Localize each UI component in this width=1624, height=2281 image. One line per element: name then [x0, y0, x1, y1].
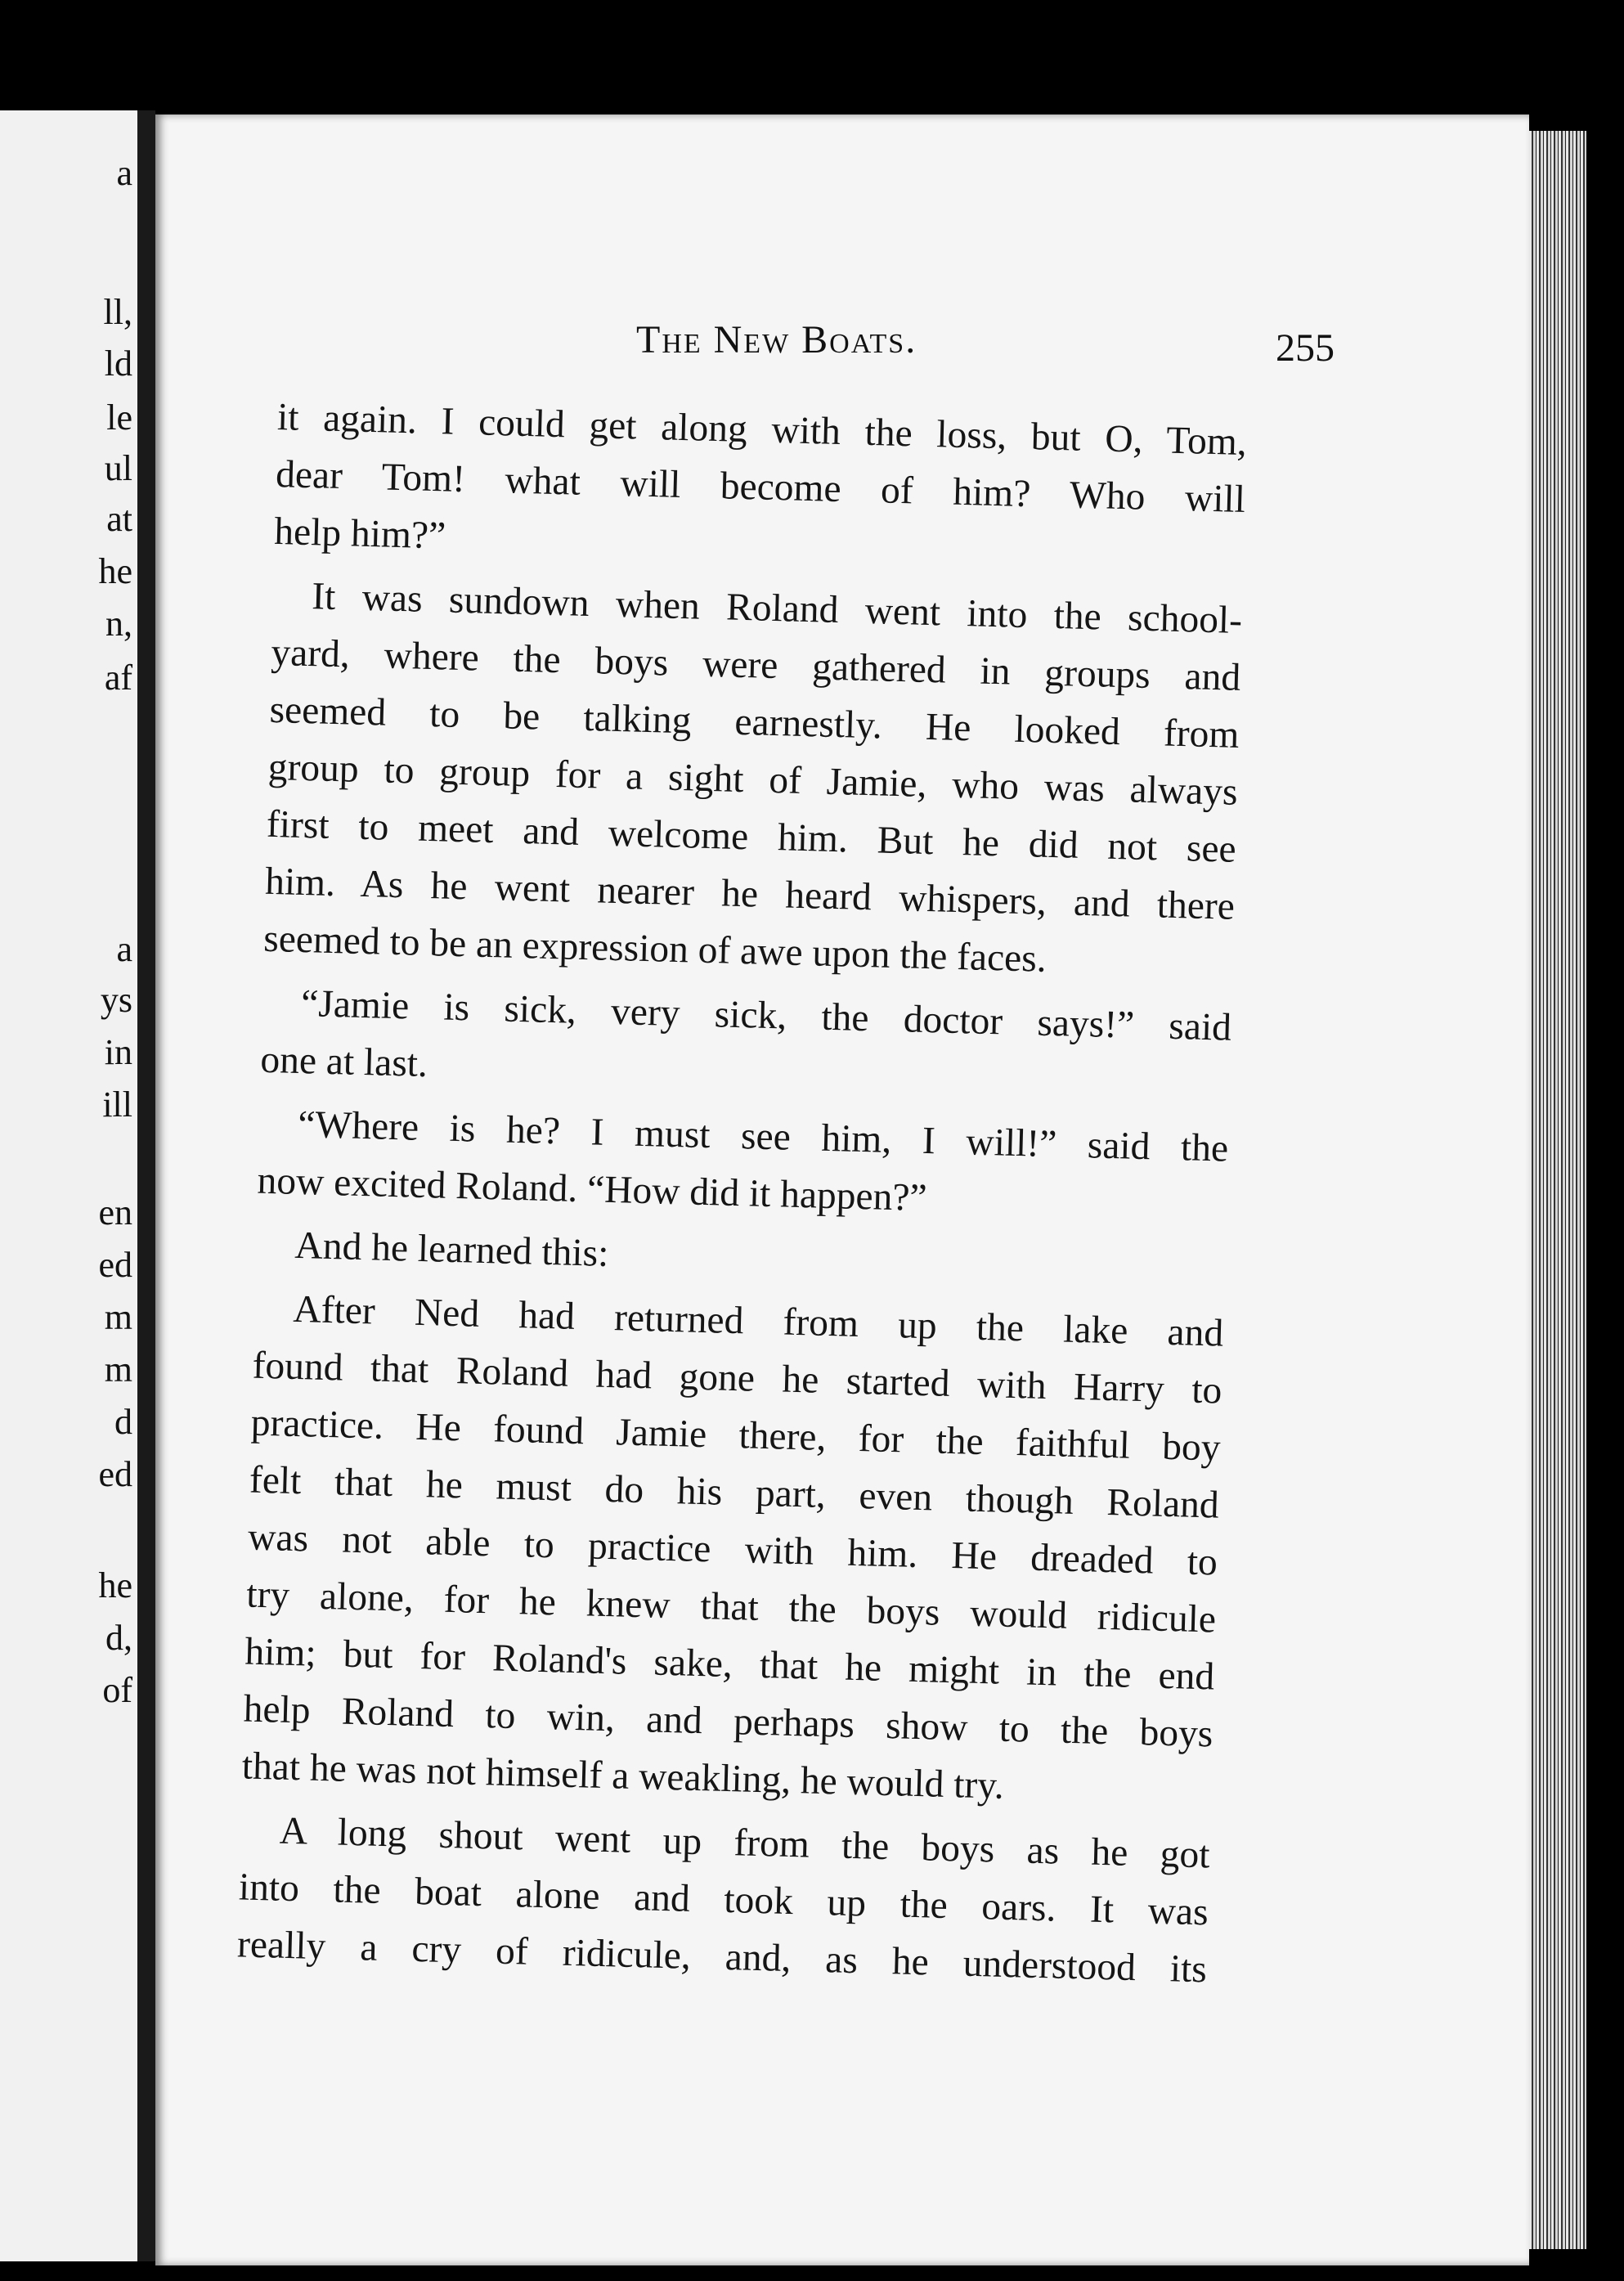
left-page-fragment: m [104, 1349, 132, 1390]
text-line: practice. He found Jamie there, for the faithful boy [250, 1401, 1222, 1470]
text-line: help Roland to win, and perhaps show to the boys [243, 1687, 1214, 1756]
left-page-fragment: of [102, 1670, 132, 1710]
left-page-fragment: in [104, 1032, 132, 1072]
text-line: into the boat alone and took up the oars. It was [238, 1866, 1209, 1934]
left-page-fragment: ed [98, 1245, 132, 1285]
text-line: one at last. [259, 1038, 428, 1086]
left-page-fragment: m [104, 1297, 132, 1337]
page-edge-stack [1529, 131, 1586, 2249]
text-line: A long shout went up from the boys as he got [279, 1809, 1211, 1877]
text-line: seemed to be an expression of awe upon the faces. [262, 917, 1048, 981]
text-line: found that Roland had gone he started with Harry to [252, 1344, 1222, 1412]
text-line: It was sundown when Roland went into the school- [311, 575, 1243, 642]
left-page-fragment: d, [105, 1618, 132, 1658]
text-line: After Ned had returned from up the lake and [292, 1287, 1224, 1355]
text-line: “Where is he? I must see him, I will!” said the [297, 1102, 1229, 1170]
left-page-fragment: n, [105, 604, 132, 644]
left-page-fragment: ld [104, 343, 132, 384]
left-page-fragment: le [106, 397, 132, 438]
text-line: group to group for a sight of Jamie, who was always [267, 745, 1239, 814]
left-page-fragment: ll, [103, 292, 132, 332]
text-line: seemed to be talking earnestly. He looked from [269, 688, 1240, 757]
text-line: it again. I could get along with the loss, but O, Tom, [276, 395, 1248, 465]
text-line: really a cry of ridicule, and, as he understood its [236, 1923, 1208, 1991]
text-line: him; but for Roland's sake, that he might in the end [244, 1630, 1215, 1699]
text-line: was not able to practice with him. He dreaded to [247, 1515, 1218, 1584]
left-page-fragment: d [114, 1402, 132, 1442]
text-line: yard, where the boys were gathered in groups and [270, 631, 1241, 699]
left-page-fragment: ul [104, 448, 132, 488]
left-page-fragment: en [98, 1192, 132, 1233]
page-number: 255 [1276, 326, 1335, 370]
left-page-fragment: ed [98, 1454, 132, 1494]
text-line: help him?” [273, 510, 446, 558]
left-page-fragment: af [104, 658, 132, 698]
body-text [236, 388, 1247, 1998]
text-line: try alone, for he knew that the boys would ridicule [245, 1573, 1217, 1641]
book-gutter [137, 110, 155, 2261]
left-page-fragment: ill [102, 1084, 132, 1125]
text-line: dear Tom! what will become of him? Who will [275, 452, 1246, 522]
text-line: And he learned this: [294, 1224, 609, 1275]
text-line: that he was not himself a weakling, he would try. [241, 1744, 1005, 1807]
left-page-fragment: a [116, 153, 132, 193]
left-facing-page [0, 110, 146, 2261]
running-head: The New Boats. [636, 318, 917, 361]
left-page-fragment: at [106, 499, 132, 539]
book-page [155, 114, 1529, 2265]
text-line: felt that he must do his part, even though Roland [249, 1458, 1220, 1527]
text-line: now excited Roland. “How did it happen?” [256, 1159, 928, 1220]
left-page-fragment: he [98, 1565, 132, 1605]
text-line: him. As he went nearer he heard whispers, and there [264, 860, 1236, 928]
left-page-fragment: ys [100, 980, 132, 1020]
left-page-fragment: he [98, 551, 132, 591]
text-line: first to meet and welcome him. But he did not see [266, 802, 1237, 871]
text-line: “Jamie is sick, very sick, the doctor says!” said [300, 982, 1232, 1049]
left-page-fragment: a [116, 929, 132, 969]
